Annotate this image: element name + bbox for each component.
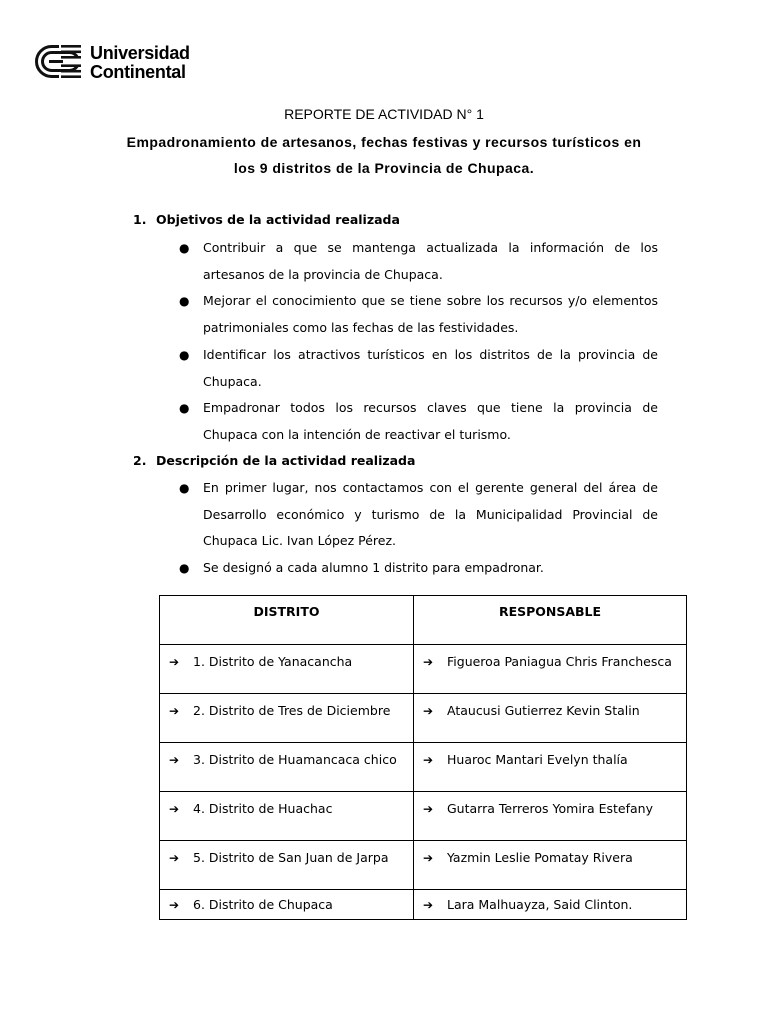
bullet-item [179, 347, 658, 395]
bullet-dot-icon: ● [179, 241, 190, 255]
table-row [160, 694, 687, 743]
arrow-icon: ➔ [169, 703, 180, 718]
table-row [160, 645, 687, 694]
responsible-cell [414, 792, 687, 841]
table-row [160, 792, 687, 841]
bullet-dot-icon: ● [179, 561, 190, 575]
report-title: REPORTE DE ACTIVIDAD N° 1 [284, 106, 484, 122]
arrow-icon: ➔ [169, 897, 180, 912]
section-label: Objetivos de la actividad realizada [156, 212, 400, 227]
column-header-district [160, 596, 414, 645]
section-number: 1. [133, 212, 147, 227]
university-logo [35, 43, 205, 81]
responsible-name: Yazmin Leslie Pomatay Rivera [447, 850, 633, 865]
bullet-item [179, 480, 658, 555]
arrow-icon: ➔ [423, 850, 434, 865]
section-number: 2. [133, 453, 147, 468]
district-cell [160, 694, 414, 743]
bullet-text: Identificar los atractivos turísticos en los distritos de la provincia de Chupaca. [203, 347, 658, 389]
arrow-icon: ➔ [169, 850, 180, 865]
arrow-icon: ➔ [423, 897, 434, 912]
table-row [160, 841, 687, 890]
responsible-cell [414, 645, 687, 694]
district-cell [160, 743, 414, 792]
arrow-icon: ➔ [423, 801, 434, 816]
district-cell [160, 890, 414, 920]
table-header-row [160, 596, 687, 645]
bullet-text: En primer lugar, nos contactamos con el gerente general del área de Desarrollo económico y turismo de la Municipalidad Provincial de Chupaca Lic. Ivan López Pérez. [203, 480, 658, 548]
report-subtitle-line-2: los 9 distritos de la Provincia de Chupaca. [233, 160, 535, 176]
arrow-icon: ➔ [169, 654, 180, 669]
bullet-dot-icon: ● [179, 294, 190, 308]
logo-line-2: Continental [90, 62, 186, 82]
responsible-name: Huaroc Mantari Evelyn thalía [447, 752, 628, 767]
bullet-text: Mejorar el conocimiento que se tiene sobre los recursos y/o elementos patrimoniales como las fechas de las festividades. [203, 293, 658, 335]
bullet-text: Contribuir a que se mantenga actualizada la información de los artesanos de la provincia de Chupaca. [203, 240, 658, 282]
district-cell [160, 645, 414, 694]
column-header-label: DISTRITO [253, 604, 320, 619]
column-header-label: RESPONSABLE [498, 604, 602, 619]
bullet-item [179, 293, 658, 341]
section-label: Descripción de la actividad realizada [156, 453, 416, 468]
responsible-cell [414, 743, 687, 792]
district-name: 2. Distrito de Tres de Diciembre [193, 703, 391, 718]
responsible-cell [414, 841, 687, 890]
responsible-name: Lara Malhuayza, Said Clinton. [447, 897, 633, 912]
column-header-responsible [414, 596, 687, 645]
district-cell [160, 792, 414, 841]
bullet-text: Se designó a cada alumno 1 distrito para empadronar. [203, 560, 544, 575]
district-name: 4. Distrito de Huachac [193, 801, 333, 816]
responsible-cell [414, 890, 687, 920]
table-row [160, 890, 687, 920]
arrow-icon: ➔ [423, 752, 434, 767]
bullet-item [179, 400, 658, 448]
district-name: 3. Distrito de Huamancaca chico [193, 752, 397, 767]
responsible-cell [414, 694, 687, 743]
district-name: 5. Distrito de San Juan de Jarpa [193, 850, 389, 865]
bullet-dot-icon: ● [179, 348, 190, 362]
bullet-item [179, 560, 658, 582]
logo-line-1: Universidad [90, 43, 190, 63]
bullet-text: Empadronar todos los recursos claves que tiene la provincia de Chupaca con la intención de reactivar el turismo. [203, 400, 658, 442]
bullet-item [179, 240, 658, 288]
bullet-dot-icon: ● [179, 401, 190, 415]
arrow-icon: ➔ [169, 752, 180, 767]
table-row [160, 743, 687, 792]
district-assignment-table [159, 595, 687, 920]
report-subtitle-line-1: Empadronamiento de artesanos, fechas festivas y recursos turísticos en [126, 134, 642, 150]
bullet-dot-icon: ● [179, 481, 190, 495]
university-logo-icon [35, 45, 81, 78]
responsible-name: Figueroa Paniagua Chris Franchesca [447, 654, 672, 669]
responsible-name: Ataucusi Gutierrez Kevin Stalin [447, 703, 640, 718]
arrow-icon: ➔ [423, 654, 434, 669]
responsible-name: Gutarra Terreros Yomira Estefany [447, 801, 653, 816]
arrow-icon: ➔ [423, 703, 434, 718]
arrow-icon: ➔ [169, 801, 180, 816]
district-name: 1. Distrito de Yanacancha [193, 654, 353, 669]
district-name: 6. Distrito de Chupaca [193, 897, 333, 912]
district-cell [160, 841, 414, 890]
